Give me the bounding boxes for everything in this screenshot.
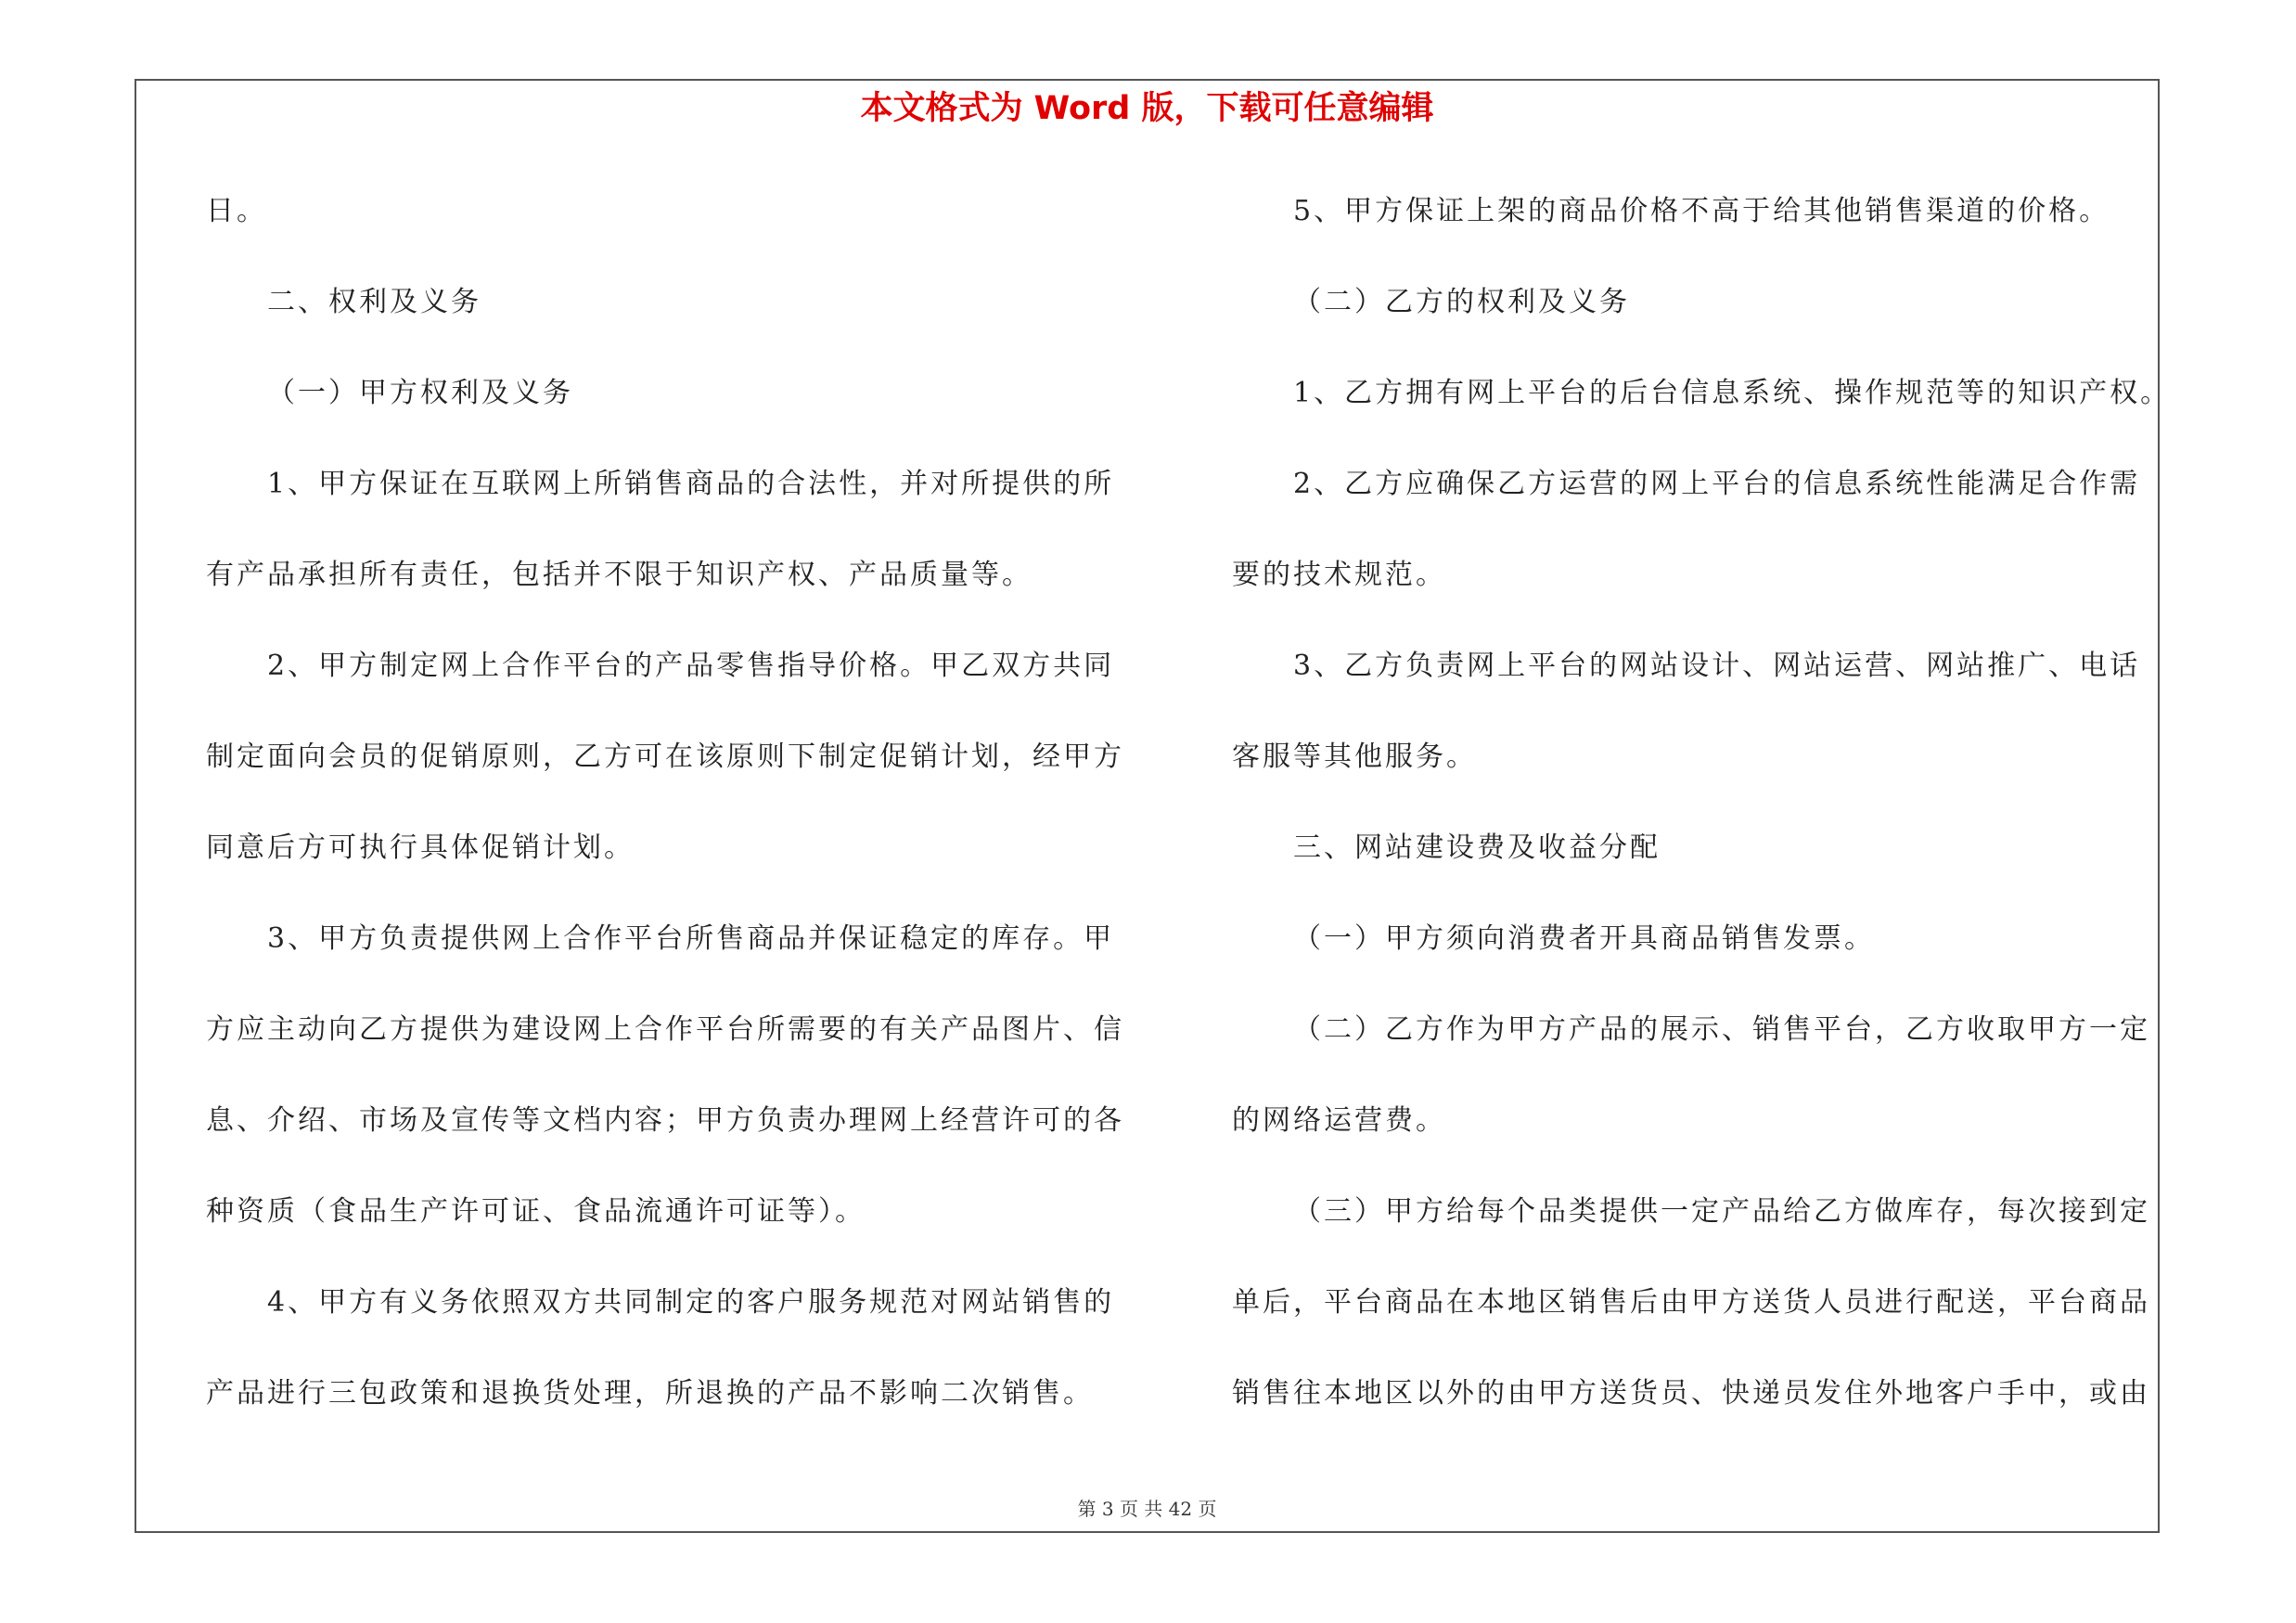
text-line: 方应主动向乙方提供为建设网上合作平台所需要的有关产品图片、信 — [206, 1013, 1124, 1046]
text-line: 同意后方可执行具体促销计划。 — [206, 831, 635, 864]
text-line: 2、甲方制定网上合作平台的产品零售指导价格。甲乙双方共同 — [267, 650, 1115, 682]
subsection-heading: （一）甲方须向消费者开具商品销售发票。 — [1293, 922, 1875, 955]
text-line: 种资质（食品生产许可证、食品流通许可证等）。 — [206, 1195, 866, 1228]
text-line: 4、甲方有义务依照双方共同制定的客户服务规范对网站销售的 — [267, 1286, 1115, 1319]
text-line: 产品进行三包政策和退换货处理，所退换的产品不影响二次销售。 — [206, 1377, 1094, 1410]
page-number: 第 3 页 共 42 页 — [1077, 1498, 1217, 1520]
text-line: 息、介绍、市场及宣传等文档内容；甲方负责办理网上经营许可的各 — [206, 1104, 1124, 1137]
format-banner: 本文格式为 Word 版，下载可任意编辑 — [860, 90, 1434, 127]
text-line: 要的技术规范。 — [1232, 559, 1446, 591]
subsection-heading: （二）乙方的权利及义务 — [1293, 286, 1630, 318]
text-line: 5、甲方保证上架的商品价格不高于给其他销售渠道的价格。 — [1293, 195, 2110, 227]
text-line: 1、乙方拥有网上平台的后台信息系统、操作规范等的知识产权。 — [1293, 377, 2172, 409]
text-line: （三）甲方给每个品类提供一定产品给乙方做库存，每次接到定 — [1293, 1195, 2150, 1228]
text-line: 单后，平台商品在本地区销售后由甲方送货人员进行配送，平台商品 — [1232, 1286, 2150, 1319]
text-line: 3、乙方负责网上平台的网站设计、网站运营、网站推广、电话 — [1293, 650, 2141, 682]
text-line: 3、甲方负责提供网上合作平台所售商品并保证稳定的库存。甲 — [267, 922, 1115, 955]
text-line: （二）乙方作为甲方产品的展示、销售平台，乙方收取甲方一定 — [1293, 1013, 2150, 1046]
left-column — [206, 186, 1129, 1459]
text-line: 的网络运营费。 — [1232, 1104, 1446, 1137]
text-line: 2、乙方应确保乙方运营的网上平台的信息系统性能满足合作需 — [1293, 468, 2141, 500]
section-heading: 二、权利及义务 — [267, 286, 481, 318]
text-line: 制定面向会员的促销原则，乙方可在该原则下制定促销计划，经甲方 — [206, 741, 1124, 773]
section-heading: 三、网站建设费及收益分配 — [1293, 831, 1661, 864]
right-column — [1232, 186, 2172, 1459]
text-line: 客服等其他服务。 — [1232, 741, 1477, 773]
subsection-heading: （一）甲方权利及义务 — [267, 377, 573, 409]
text-line: 1、甲方保证在互联网上所销售商品的合法性，并对所提供的所 — [267, 468, 1115, 500]
text-line: 有产品承担所有责任，包括并不限于知识产权、产品质量等。 — [206, 559, 1033, 591]
text-line: 销售往本地区以外的由甲方送货员、快递员发住外地客户手中，或由 — [1232, 1377, 2150, 1410]
text-line: 日。 — [206, 195, 267, 227]
